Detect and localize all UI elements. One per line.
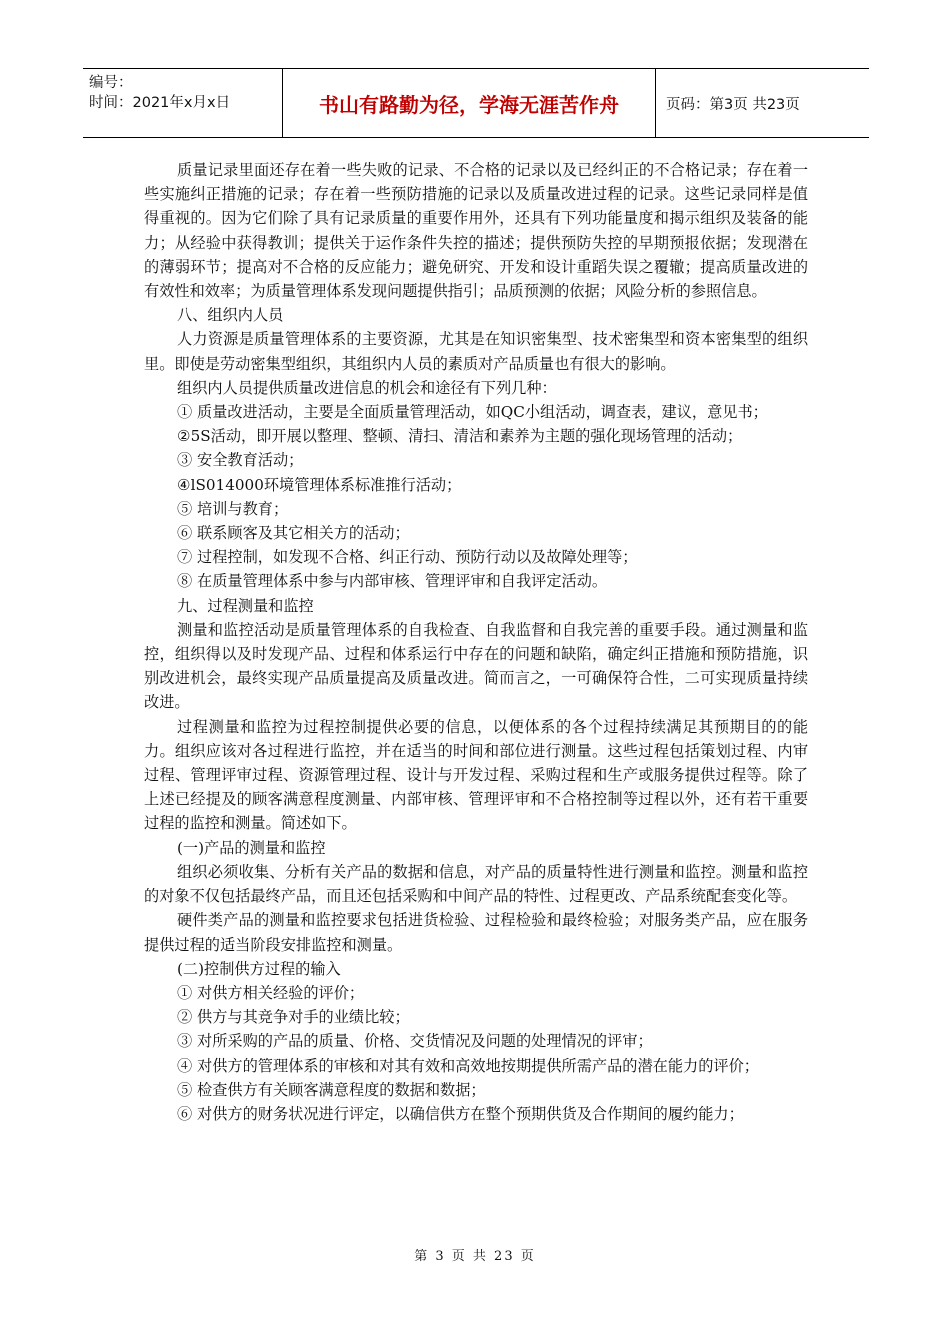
paragraph: 组织内人员提供质量改进信息的机会和途径有下列几种： [177, 378, 557, 397]
paragraph: ③ 对所采购的产品的质量、价格、交货情况及问题的处理情况的评审； [177, 1032, 653, 1051]
document-number-label: 编号： [89, 75, 133, 91]
paragraph: ⑤ 培训与教育； [177, 499, 289, 518]
paragraph: ④lS014000环境管理体系标准推行活动； [177, 475, 462, 494]
paragraph: 测量和监控活动是质量管理体系的自我检查、自我监督和自我完善的重要手段。通过测量和监控，组织得以及时发现产品、过程和体系运行中存在的问题和缺陷，确定纠正措施和预防措施，识别改进机会，最终实现产品质量提高及质量改进。简而言之，一可确保符合性，二可实现质量持续改进。 [144, 620, 808, 712]
header-meta-cell [83, 69, 283, 137]
paragraph: ⑧ 在质量管理体系中参与内部审核、管理评审和自我评定活动。 [177, 572, 608, 591]
paragraph: (二)控制供方过程的输入 [177, 959, 341, 978]
paragraph: ④ 对供方的管理体系的审核和对其有效和高效地按期提供所需产品的潜在能力的评价； [177, 1056, 759, 1075]
paragraph: ① 质量改进活动，主要是全面质量管理活动，如QC小组活动，调查表，建议，意见书； [177, 403, 768, 422]
paragraph: 人力资源是质量管理体系的主要资源，尤其是在知识密集型、技术密集型和资本密集型的组织里。即使是劳动密集型组织，其组织内人员的素质对产品质量也有很大的影响。 [144, 330, 808, 373]
paragraph: (一)产品的测量和监控 [177, 838, 326, 857]
header-motto: 书山有路勤为径，学海无涯苦作舟 [283, 69, 656, 137]
paragraph: ⑦ 过程控制，如发现不合格、纠正行动、预防行动以及故障处理等； [177, 548, 638, 567]
paragraph: 质量记录里面还存在着一些失败的记录、不合格的记录以及已经纠正的不合格记录；存在着一些实施纠正措施的记录；存在着一些预防措施的记录以及质量改进过程的记录。这些记录同样是值得重视的。因为它们除了具有记录质量的重要作用外，还具有下列功能量度和揭示组织及装备的能力；从经验中获得教训；提供关于运作条件失控的描述；提供预防失控的早期预报依据；发现潜在的薄弱环节；提高对不合格的反应能力；避免研究、开发和设计重蹈失误之覆辙；提高质量改进的有效性和效率；为质量管理体系发现问题提供指引；品质预测的依据；风险分析的参照信息。 [144, 161, 808, 301]
paragraph: ②5S活动，即开展以整理、整顿、清扫、清洁和素养为主题的强化现场管理的活动； [177, 427, 743, 446]
paragraph: ⑥ 对供方的财务状况进行评定，以确信供方在整个预期供货及合作期间的履约能力； [177, 1104, 744, 1123]
paragraph: ② 供方与其竞争对手的业绩比较； [177, 1008, 410, 1027]
document-body [144, 158, 808, 1126]
paragraph: ⑤ 检查供方有关顾客满意程度的数据和数据； [177, 1080, 486, 1099]
paragraph: 八、组织内人员 [177, 306, 284, 325]
paragraph: 硬件类产品的测量和监控要求包括进货检验、过程检验和最终检验；对服务类产品，应在服务提供过程的适当阶段安排监控和测量。 [144, 911, 808, 954]
page-header [83, 68, 869, 138]
paragraph: 过程测量和监控为过程控制提供必要的信息，以便体系的各个过程持续满足其预期目的的能力。组织应该对各过程进行监控，并在适当的时间和部位进行测量。这些过程包括策划过程、内审过程、管理评审过程、资源管理过程、设计与开发过程、采购过程和生产或服务提供过程等。除了上述已经提及的顾客满意程度测量、内部审核、管理评审和不合格控制等过程以外，还有若干重要过程的监控和测量。简述如下。 [144, 717, 808, 833]
paragraph: 九、过程测量和监控 [177, 596, 314, 615]
paragraph: ③ 安全教育活动； [177, 451, 304, 470]
paragraph: ⑥ 联系顾客及其它相关方的活动； [177, 524, 410, 543]
header-page-info: 页码：第3页 共23页 [666, 96, 800, 113]
page-footer: 第 3 页 共 23 页 [414, 1249, 536, 1264]
paragraph: 组织必须收集、分析有关产品的数据和信息，对产品的质量特性进行测量和监控。测量和监控的对象不仅包括最终产品，而且还包括采购和中间产品的特性、过程更改、产品系统配套变化等。 [144, 862, 808, 906]
document-date: 时间：2021年x月x日 [89, 95, 231, 111]
paragraph: ① 对供方相关经验的评价； [177, 983, 365, 1002]
